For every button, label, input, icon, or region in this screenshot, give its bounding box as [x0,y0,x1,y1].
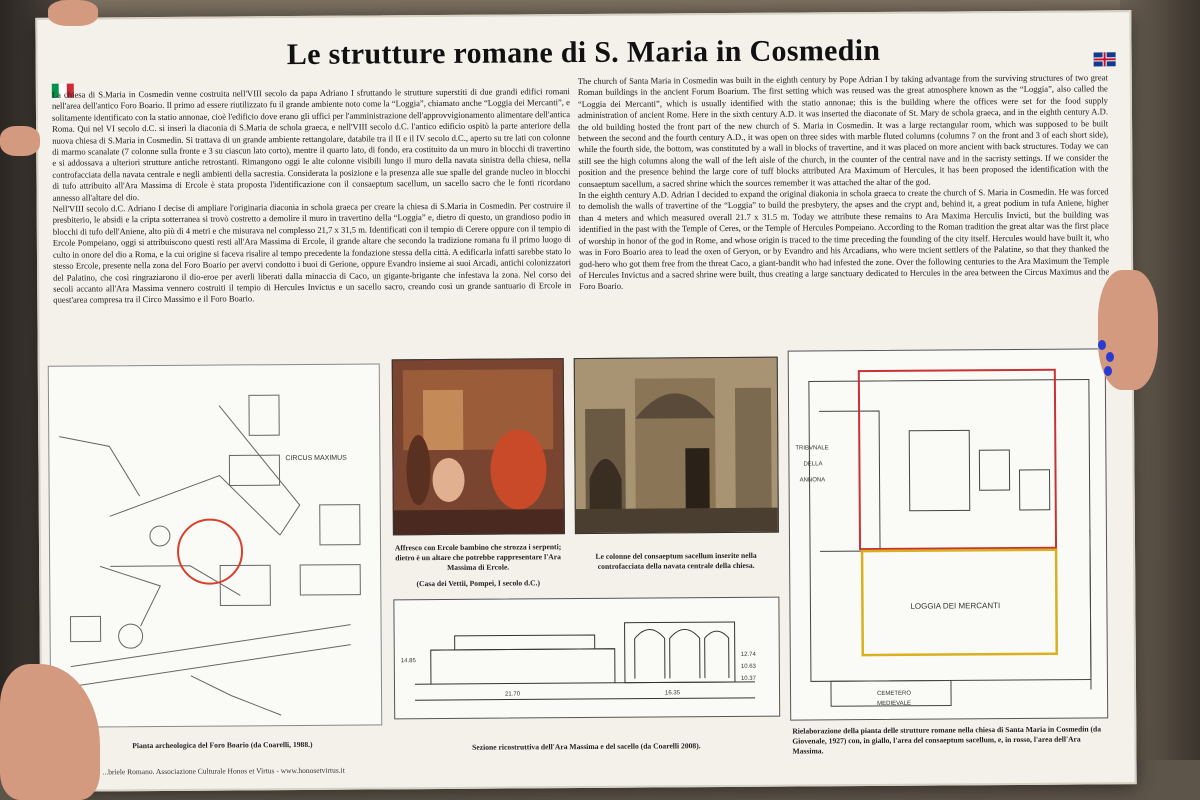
italian-text [52,86,572,360]
italian-paragraph-2: Nell'VIII secolo d.C. Adriano I decise di ampliare l'originaria diaconia in schola graeca per creare la chiesa di S.Maria in Cosmedin. Per costruire il presbiterio, le absidi e la cripta sotterranea si trovò costretto a demolire il muro in travertino della “Loggia” e, dietro di questo, un grandioso podio in blocchi di tufo dell'Aniene, alto più di 4 metri e che misurava nel complesso 21,7 x 31,5 m. Identificati con il tempio di Cerere oppure con il tempio di Ercole Pompeiano, oggi si attribuiscono questi resti all'Ara Massima di Ercole, il grande altare che secondo la tradizione romana fu il primo luogo di culto in onore del dio a Roma, e la cui origine si faceva risalire al tempo precedente la fondazione stessa della città. A edificarla infatti sarebbe stato lo stesso Ercole, presente nella zona del Foro Boario per avervi condotto i buoi di Gerione, oppure Evandro insieme ai suoi Arcadi, antichi colonizzatori del Palatino, che così ringraziarono il dio-eroe per averli liberati dalla minaccia di Caco, un gigante-brigante che infestava la zona. Nel corso dei secoli accanto all'Ara Massima vennero costruiti il tempio di Hercules Invictus e un sacello sacro, creando così un grande santuario di Ercole in quest'area compresa tra il Circo Massimo e il Foro Boario. [52,200,572,306]
ara-massima-highlight [178,519,242,583]
plan-label-medievale: MEDIEVALE [877,700,912,707]
fingernail [1098,340,1106,350]
archaeological-map [48,363,383,727]
english-paragraph-1: The church of Santa Maria in Cosmedin was built in the eighth century by Pope Adrian I by taking advantage from the surviving structures of two great Roman buildings in the ancient Forum Boarium. The first setting which was reused was the great atmosphere known as the “Loggia”, also called the “Loggia dei Mercanti”, which is usually identified with the statio annonae; this is the building where the offices were set for the food supply administration of ancient Rome. Here in the sixth century A.D. it was inserted the diaconate of St. Mary de schola graeca, and in the eighth century A.D. the old building hosted the front part of the new church of S. Maria in Cosmedin. It was a large rectangular room, which was supposed to be built between the second and the fourth century A.D., it was open on three sides with marble fluted columns (columns 7 on the front and 3 of each short side), while the fourth side, the bottom, was constituted by a wall in blocks of travertine, and it was placed on more ancient with back structures. Today we can still see the high columns along the wall of the left aisle of the church, in the counter of the central nave and in the sacristy settings. If we consider the position and the presence behind the large core of tuff blocks attributed Ara Maximum of Hercules, it has been proposed the identification with the consaeptum sacellum, a sacred shrine which the sources remember it was attached the altar of the god. [577,72,1109,189]
circus-label: CIRCUS MAXIMUS [285,454,347,463]
plan-label-annona: ANNONA [799,477,826,484]
section-caption: Sezione ricostruttiva dell'Ara Massima e del sacello (da Coarelli 2008). [472,741,701,752]
plan-label-cemetery: CEMETERO [877,690,912,697]
plan-label-loggia: LOGGIA DEI MERCANTI [910,601,1001,611]
english-text [578,72,1110,358]
hand-left [0,126,40,156]
information-panel [35,10,1136,792]
church-drawing [575,358,778,533]
panel-title: Le strutture romane di S. Maria in Cosmedin [286,33,881,72]
fresco-caption-text: Affresco con Ercole bambino che strozza i serpenti; dietro è un altare che potrebbe rappresentare l'Ara Massima di Ercole. [394,542,562,572]
plan-caption: Rielaborazione della pianta delle strutture romane nella chiesa di Santa Maria in Cosmedin (da Giovenale, 1927) con, in giallo, l'area del consaeptum sacellum, e, in rosso, l'area dell'Ara Massima. [792,724,1102,756]
map-drawing [49,364,382,726]
section-dim-bottom-2: 16.35 [665,690,681,697]
english-paragraph-2: In the eighth century A.D. Adrian I decided to expand the original diakonia in schola graeca to create the church of S. Maria in Cosmedin. He was forced to demolish the walls of travertine of the “Loggia” to build the presbytery, the apses and the crypt and, behind it, a great podium in tufa Aniene, higher than 4 meters and which measured overall 21.7 x 31.5 m. Today we attribute these remains to Ara Maxima Herculis Invicti, but the building was identified in the past with the Temple of Ceres, or the Temple of Hercules Pompeiano. According to the Roman tradition the great altar was the first place of worship in honor of the god in Rome, and whose origin is traced to the time preceding the founding of the city itself. Hercules would have built it, who was in Foro Boario area to lead the oxen of Geryon, or by Evandro and his Arcadians, who were tncient settlers of the Palatine, so that they thanked the god-hero who got them free from the threat Caco, a giant-bandit who had infested the zone. Over the following centuries to the Ara Maximum the Temple of Hercules Invictus and a sacred shrine were built, thus creating a large sanctuary dedicated to Hercules in the area between the Circus Maximus and the Foro Boario. [578,186,1110,292]
church-plan [788,348,1109,720]
fingernail [1104,366,1112,376]
section-svg [394,598,779,719]
plan-label-tribunale: TRIBVNALE [795,445,829,452]
section-drawing [393,597,780,720]
fresco-caption [393,542,563,589]
credit-line: ...briele Romano. Associazione Culturale Honos et Virtus - www.honosetvirtus.it [102,765,345,777]
italian-paragraph-1: La chiesa di S.Maria in Cosmedin venne costruita nell'VIII secolo da papa Adriano I sfruttando le strutture superstiti di due grandi edifici romani nell'area dell'antico Foro Boario. Il primo ad essere riutilizzato fu il grande ambiente noto come la “Loggia”, chiamato anche “Loggia dei Mercanti”, e solitamente identificato con la statio annonae, cioè l'edificio dove erano gli uffici per l'amministrazione dell'approvvigionamento alimentare dell'antica Roma. Qui nel VI secolo d.C. si inserì la diaconia di S.Maria de schola graeca, e nell'VIII secolo d.C. l'antico edificio ospitò la parte anteriore della nuova chiesa di S.Maria in Cosmedin. Si trattava di un grande ambiente rettangolare, databile tra il II e il IV secolo d.C., aperto su tre lati con colonne di marmo scanalate (7 colonne sulla fronte e 3 su ciascun lato corto), mentre il quarto lato, di fondo, era costituito da un muro in blocchi di travertino e si addossava a ulteriori strutture antiche retrostanti. Rimangono oggi le alte colonne visibili lungo il muro della navata sinistra della chiesa, nella controfacciata della navata centrale e negli ambienti della sacrestia. Considerata la posizione e la presenza alle sue spalle del grande nucleo in blocchi di tufo attribuito all'Ara Massima di Ercole è stata proposta l'identificazione con il consaeptum sacellum, un sacello sacro che le fonti ricordano annesso all'altare del dio. [51,86,571,203]
fresco-caption-source: (Casa dei Vettii, Pompei, I secolo d.C.) [416,578,541,589]
section-dim-right-1: 12.74 [740,651,756,658]
church-interior-photo [574,357,779,534]
fingernail [1106,352,1114,362]
section-dim-right-3: 10.37 [740,675,756,682]
ara-massima-area [859,370,1056,549]
plan-label-della: DELLA [803,461,823,468]
uk-flag-icon [1094,52,1116,66]
fresco-drawing [393,359,564,534]
section-dim-bottom: 21.70 [505,691,521,698]
church-caption: Le colonne del consaeptum sacellum inserite nella controfacciata della navata centrale della chiesa. [595,550,757,571]
section-dim-left: 14.85 [400,658,416,665]
plan-svg [789,349,1108,719]
hand-top-left [48,0,98,26]
section-dim-right-2: 10.63 [740,663,756,670]
map-caption: Pianta archeologica del Foro Boario (da Coarelli, 1988.) [132,739,313,751]
fresco-image [392,358,565,535]
